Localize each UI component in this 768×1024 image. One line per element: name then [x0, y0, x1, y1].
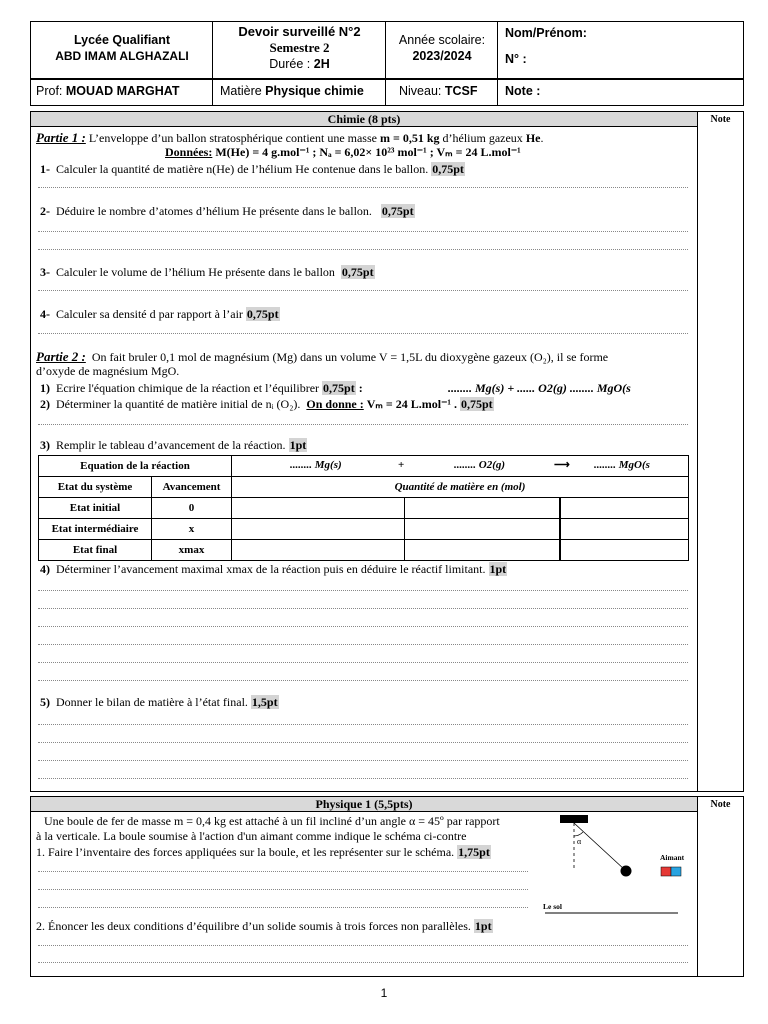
answer-line[interactable]	[38, 333, 688, 334]
subject-info: Matière Physique chimie	[220, 84, 364, 98]
prof-info: Prof: MOUAD MARGHAT	[36, 84, 180, 98]
partie2-intro-2: d’oxyde de magnésium MgO.	[36, 364, 180, 378]
p2-question-2: 2) Déterminer la quantité de matière initial de nᵢ (O₂). On donne : Vₘ = 24 L.mol⁻¹ . 0,75pt	[40, 397, 493, 411]
table-row-state: Etat intermédiaire	[39, 519, 152, 540]
partie2-intro: Partie 2 : On fait bruler 0,1 mol de magnésium (Mg) dans un volume V = 1,5L du dioxygène gazeux (O₂), il se forme	[36, 349, 609, 364]
question-1: 1- Calculer la quantité de matière n(He) de l’hélium He contenue dans le ballon. 0,75pt	[40, 162, 464, 176]
page-number: 1	[380, 986, 388, 1000]
answer-line[interactable]	[38, 644, 688, 645]
p2-question-1: 1) Ecrire l'équation chimique de la réaction et l’équilibrer 0,75pt :	[40, 381, 363, 395]
question-4: 4- Calculer sa densité d par rapport à l’air 0,75pt	[40, 307, 279, 321]
arrow-icon: ⟶	[554, 459, 570, 471]
table-row-state: Etat initial	[39, 498, 152, 519]
physique-intro-2: à la verticale. La boule soumise à l'action d'un aimant comme indique le schéma ci-contre	[36, 829, 467, 843]
table-eq-plus: +	[398, 459, 405, 471]
magnet-red	[661, 867, 671, 876]
answer-line[interactable]	[38, 871, 528, 872]
answer-line[interactable]	[38, 680, 688, 681]
table-row-adv: 0	[152, 498, 232, 519]
table-eq-mgo: ........ MgO(s	[594, 459, 650, 471]
note-field[interactable]: Note :	[505, 84, 541, 98]
answer-line[interactable]	[38, 249, 688, 250]
donnees: Données: M(He) = 4 g.mol⁻¹ ; Nₐ = 6,02× 10²³ mol⁻¹ ; Vₘ = 24 L.mol⁻¹	[165, 145, 521, 159]
p2-question-4: 4) Déterminer l’avancement maximal xmax de la réaction puis en déduire le réactif limitant. 1pt	[40, 562, 507, 576]
student-name-field[interactable]: Nom/Prénom:	[505, 26, 587, 40]
alpha-label: α	[577, 837, 582, 846]
table-row-adv: xmax	[152, 540, 232, 561]
student-number-field[interactable]: N° :	[505, 52, 527, 66]
physique-title: Physique 1 (5,5pts)	[31, 797, 697, 812]
magnet-blue	[671, 867, 681, 876]
physique-question-2: 2. Énoncer les deux conditions d’équilibre d’un solide soumis à trois forces non parallèles. 1pt	[36, 919, 492, 933]
iron-ball	[621, 866, 632, 877]
answer-line[interactable]	[38, 608, 688, 609]
ground-label: Le sol	[543, 902, 562, 911]
physique-note-header: Note	[710, 799, 731, 810]
chimie-title: Chimie (8 pts)	[31, 112, 697, 127]
aimant-label: Aimant	[660, 853, 685, 862]
table-row-adv: x	[152, 519, 232, 540]
answer-line[interactable]	[38, 590, 688, 591]
p2-question-5: 5) Donner le bilan de matière à l’état final. 1,5pt	[40, 695, 278, 709]
answer-line[interactable]	[38, 290, 688, 291]
answer-line[interactable]	[38, 742, 688, 743]
answer-line[interactable]	[38, 907, 528, 908]
table-cell[interactable]	[232, 519, 405, 540]
progress-table	[38, 455, 689, 561]
level-info: Niveau: TCSF	[399, 84, 478, 98]
school-year: Année scolaire: 2023/2024	[398, 33, 486, 63]
question-3: 3- Calculer le volume de l’hélium He présente dans le ballon 0,75pt	[40, 265, 374, 279]
partie1-intro: Partie 1 : L’enveloppe d’un ballon stratosphérique contient une masse m = 0,51 kg d’hélium gazeux He.	[36, 130, 544, 145]
support-bar	[560, 815, 588, 823]
answer-line[interactable]	[38, 424, 688, 425]
table-cell[interactable]	[560, 519, 689, 540]
table-col-qty: Quantité de matière en (mol)	[232, 477, 689, 498]
answer-line[interactable]	[38, 945, 688, 946]
table-cell[interactable]	[405, 498, 561, 519]
answer-line[interactable]	[38, 778, 688, 779]
table-cell[interactable]	[560, 498, 689, 519]
table-cell[interactable]	[232, 498, 405, 519]
physique-intro-1: Une boule de fer de masse m = 0,4 kg est attaché à un fil incliné d’un angle α = 45º par rapport	[44, 814, 500, 828]
string-line	[574, 823, 625, 870]
school-name: Lycée Qualifiant ABD IMAM ALGHAZALI	[55, 33, 189, 63]
answer-line[interactable]	[38, 724, 688, 725]
answer-line[interactable]	[38, 889, 528, 890]
chimie-note-header: Note	[710, 114, 731, 125]
equation-blank[interactable]: ........ Mg(s) + ...... O2(g) ........ MgO(s	[448, 381, 631, 395]
physique-question-1: 1. Faire l’inventaire des forces appliquées sur la boule, et les représenter sur le schéma. 1,75pt	[36, 845, 490, 859]
table-cell[interactable]	[232, 540, 405, 561]
question-2: 2- Déduire le nombre d’atomes d’hélium He présente dans le ballon. 0,75pt	[40, 204, 414, 218]
table-eq-header: Equation de la réaction	[39, 456, 232, 477]
table-col-state: Etat du système	[39, 477, 152, 498]
answer-line[interactable]	[38, 662, 688, 663]
table-row-state: Etat final	[39, 540, 152, 561]
exam-info: Devoir surveillé N°2 Semestre 2 Durée : 2H	[238, 24, 361, 71]
answer-line[interactable]	[38, 231, 688, 232]
answer-line[interactable]	[38, 962, 688, 963]
pendulum-diagram[interactable]	[540, 812, 690, 916]
table-cell[interactable]	[560, 540, 689, 561]
angle-arc	[574, 832, 583, 836]
answer-line[interactable]	[38, 760, 688, 761]
table-eq-o2: ........ O2(g)	[454, 459, 506, 471]
table-col-adv: Avancement	[152, 477, 232, 498]
answer-line[interactable]	[38, 187, 688, 188]
table-eq-mg: ........ Mg(s)	[290, 459, 342, 471]
answer-line[interactable]	[38, 626, 688, 627]
p2-question-3: 3) Remplir le tableau d’avancement de la réaction. 1pt	[40, 438, 307, 452]
table-cell[interactable]	[405, 519, 561, 540]
table-cell[interactable]	[405, 540, 561, 561]
